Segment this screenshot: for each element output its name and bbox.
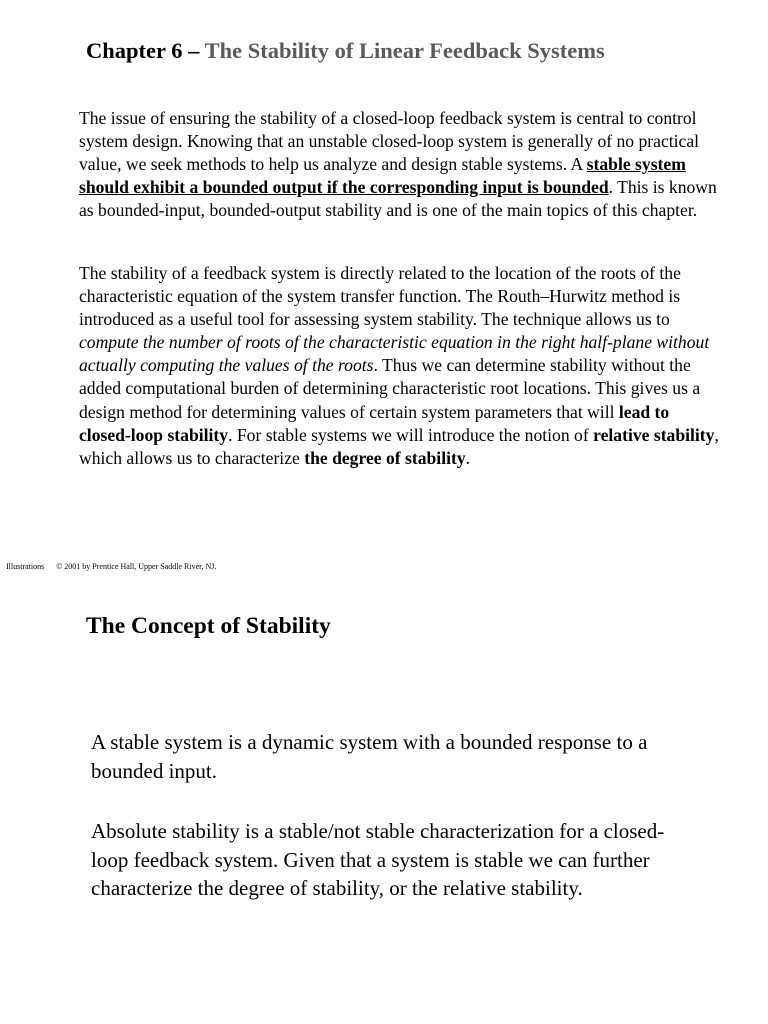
rh-text-4: , which allows us to characterize [79,424,719,468]
bibo-definition-emphasis: stable system should exhibit a bounded output if the corresponding input is bounded [79,154,686,198]
rh-text-2: . Thus we can determine stability without the added computational burden of determining characteristic root locations. This gives us a design method for determining values of certain system parameters that will [79,355,701,422]
rh-text-3: . For stable systems we will introduce the notion of [228,424,594,445]
stable-system-definition: A stable system is a dynamic system with a bounded response to a bounded input. [91,730,648,783]
intro-text-2: . This is known as bounded-input, bounded-output stability and is one of the main topics of this chapter. [79,177,717,221]
footer-copyright: © 2001 by Prentice Hall, Upper Saddle River, NJ. [56,562,217,571]
page-title [86,36,605,66]
rh-bold-relative-stability: relative stability [593,424,715,445]
rh-text-5: . [465,447,471,468]
rh-italic-phrase: compute the number of roots of the characteristic equation in the right half-plane without actually computing the values of the roots [79,332,710,376]
rh-text-1: The stability of a feedback system is directly related to the location of the roots of the characteristic equation of the system transfer function. The Routh–Hurwitz method is introduced as a useful tool for assessing system stability. The technique allows us to [79,263,681,330]
intro-paragraph [79,107,719,222]
routh-hurwitz-paragraph [79,262,719,470]
chapter-subtitle: The Stability of Linear Feedback Systems [204,38,605,63]
rh-bold-degree: the degree of stability [304,447,466,468]
intro-text-1: The issue of ensuring the stability of a closed-loop feedback system is central to control system design. Knowing that an unstable closed-loop system is generally of no practical value, we seek methods to help us analyze and design stable systems. A [79,108,700,175]
absolute-stability-paragraph: Absolute stability is a stable/not stable characterization for a closed-loop feedback system. Given that a system is stable we can further characterize the degree of stability, or the relative stability. [91,819,665,900]
rh-bold-closed-loop: lead to closed-loop stability [79,401,670,445]
section-heading: The Concept of Stability [86,613,331,639]
footer-caption [6,562,216,571]
chapter-label: Chapter 6 – [86,38,205,63]
footer-label: Illustrations [6,562,45,571]
